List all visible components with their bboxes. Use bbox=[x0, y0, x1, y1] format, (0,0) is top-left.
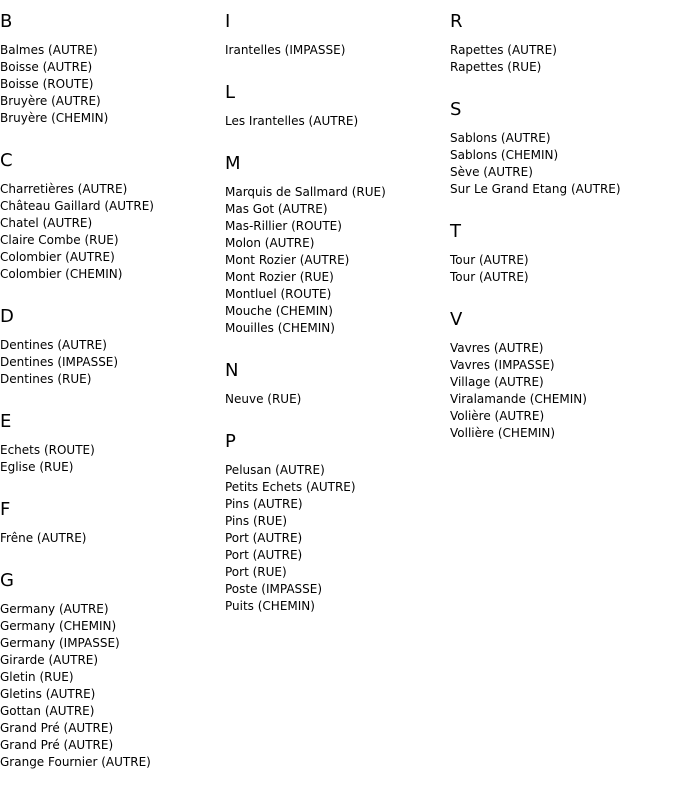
letter-group bbox=[0, 498, 222, 547]
street-list bbox=[225, 42, 447, 59]
street-list bbox=[450, 130, 672, 198]
index-column-3 bbox=[450, 10, 672, 464]
street-link[interactable]: Sablons (AUTRE) bbox=[450, 131, 551, 145]
street-link[interactable]: Dentines (RUE) bbox=[0, 372, 92, 386]
street-list bbox=[225, 113, 447, 130]
street-link[interactable]: Sablons (CHEMIN) bbox=[450, 148, 559, 162]
street-link[interactable]: Sève (AUTRE) bbox=[450, 165, 533, 179]
street-link[interactable]: Mas Got (AUTRE) bbox=[225, 202, 328, 216]
letter-group bbox=[0, 10, 222, 127]
street-list bbox=[450, 42, 672, 76]
index-column-1 bbox=[0, 10, 222, 793]
street-link[interactable]: Gletins (AUTRE) bbox=[0, 687, 96, 701]
letter-group bbox=[225, 359, 447, 408]
street-link[interactable]: Les Irantelles (AUTRE) bbox=[225, 114, 359, 128]
letter-heading: T bbox=[450, 221, 461, 242]
street-list bbox=[225, 184, 447, 337]
letter-group bbox=[0, 410, 222, 476]
street-link[interactable]: Port (AUTRE) bbox=[225, 531, 303, 545]
street-link[interactable]: Girarde (AUTRE) bbox=[0, 653, 99, 667]
street-link[interactable]: Boisse (ROUTE) bbox=[0, 77, 94, 91]
street-link[interactable]: Neuve (RUE) bbox=[225, 392, 302, 406]
street-link[interactable]: Bruyère (AUTRE) bbox=[0, 94, 101, 108]
letter-group bbox=[225, 152, 447, 337]
street-link[interactable]: Puits (CHEMIN) bbox=[225, 599, 315, 613]
street-link[interactable]: Vavres (AUTRE) bbox=[450, 341, 544, 355]
letter-group bbox=[450, 10, 672, 76]
street-link[interactable]: Colombier (AUTRE) bbox=[0, 250, 115, 264]
letter-group bbox=[0, 149, 222, 283]
street-link[interactable]: Colombier (CHEMIN) bbox=[0, 267, 123, 281]
letter-heading: G bbox=[0, 570, 14, 591]
street-link[interactable]: Sur Le Grand Etang (AUTRE) bbox=[450, 182, 621, 196]
street-link[interactable]: Gletin (RUE) bbox=[0, 670, 74, 684]
street-link[interactable]: Claire Combe (RUE) bbox=[0, 233, 119, 247]
street-link[interactable]: Rapettes (RUE) bbox=[450, 60, 542, 74]
street-link[interactable]: Eglise (RUE) bbox=[0, 460, 74, 474]
street-link[interactable]: Germany (CHEMIN) bbox=[0, 619, 117, 633]
street-link[interactable]: Chatel (AUTRE) bbox=[0, 216, 93, 230]
letter-heading: F bbox=[0, 499, 11, 520]
street-link[interactable]: Echets (ROUTE) bbox=[0, 443, 95, 457]
letter-group bbox=[450, 308, 672, 442]
letter-heading: L bbox=[225, 82, 236, 103]
street-link[interactable]: Port (AUTRE) bbox=[225, 548, 303, 562]
street-link[interactable]: Mont Rozier (AUTRE) bbox=[225, 253, 350, 267]
street-link[interactable]: Château Gaillard (AUTRE) bbox=[0, 199, 154, 213]
letter-group bbox=[450, 98, 672, 198]
street-link[interactable]: Mouche (CHEMIN) bbox=[225, 304, 333, 318]
street-link[interactable]: Mas-Rillier (ROUTE) bbox=[225, 219, 342, 233]
street-link[interactable]: Balmes (AUTRE) bbox=[0, 43, 98, 57]
street-link[interactable]: Bruyère (CHEMIN) bbox=[0, 111, 109, 125]
street-link[interactable]: Grand Pré (AUTRE) bbox=[0, 738, 114, 752]
street-link[interactable]: Pins (RUE) bbox=[225, 514, 288, 528]
letter-heading: B bbox=[0, 11, 13, 32]
street-link[interactable]: Vavres (IMPASSE) bbox=[450, 358, 555, 372]
street-link[interactable]: Rapettes (AUTRE) bbox=[450, 43, 557, 57]
street-link[interactable]: Viralamande (CHEMIN) bbox=[450, 392, 587, 406]
letter-heading: C bbox=[0, 150, 13, 171]
letter-heading: V bbox=[450, 309, 463, 330]
letter-group bbox=[225, 430, 447, 615]
letter-group bbox=[0, 305, 222, 388]
letter-heading: N bbox=[225, 360, 239, 381]
street-list bbox=[450, 252, 672, 286]
letter-heading: S bbox=[450, 99, 462, 120]
street-list bbox=[0, 601, 222, 771]
street-link[interactable]: Germany (AUTRE) bbox=[0, 602, 109, 616]
street-list bbox=[225, 462, 447, 615]
letter-heading: R bbox=[450, 11, 463, 32]
street-link[interactable]: Molon (AUTRE) bbox=[225, 236, 315, 250]
street-link[interactable]: Pelusan (AUTRE) bbox=[225, 463, 325, 477]
street-link[interactable]: Port (RUE) bbox=[225, 565, 287, 579]
street-list bbox=[0, 42, 222, 127]
street-link[interactable]: Mouilles (CHEMIN) bbox=[225, 321, 335, 335]
letter-heading: D bbox=[0, 306, 14, 327]
street-link[interactable]: Frêne (AUTRE) bbox=[0, 531, 87, 545]
street-link[interactable]: Mont Rozier (RUE) bbox=[225, 270, 334, 284]
street-link[interactable]: Pins (AUTRE) bbox=[225, 497, 303, 511]
letter-heading: P bbox=[225, 431, 236, 452]
street-link[interactable]: Dentines (AUTRE) bbox=[0, 338, 107, 352]
letter-heading: E bbox=[0, 411, 12, 432]
street-list bbox=[0, 181, 222, 283]
street-link[interactable]: Marquis de Sallmard (RUE) bbox=[225, 185, 386, 199]
letter-heading: I bbox=[225, 11, 231, 32]
street-link[interactable]: Gottan (AUTRE) bbox=[0, 704, 95, 718]
street-link[interactable]: Grand Pré (AUTRE) bbox=[0, 721, 114, 735]
letter-group bbox=[0, 569, 222, 771]
street-list bbox=[0, 337, 222, 388]
street-link[interactable]: Montluel (ROUTE) bbox=[225, 287, 332, 301]
street-link[interactable]: Charretières (AUTRE) bbox=[0, 182, 128, 196]
street-link[interactable]: Boisse (AUTRE) bbox=[0, 60, 93, 74]
letter-group bbox=[225, 10, 447, 59]
street-list bbox=[0, 442, 222, 476]
street-link[interactable]: Germany (IMPASSE) bbox=[0, 636, 120, 650]
street-link[interactable]: Village (AUTRE) bbox=[450, 375, 544, 389]
street-link[interactable]: Petits Echets (AUTRE) bbox=[225, 480, 356, 494]
street-link[interactable]: Tour (AUTRE) bbox=[450, 270, 529, 284]
street-list bbox=[225, 391, 447, 408]
street-list bbox=[450, 340, 672, 442]
letter-group bbox=[450, 220, 672, 286]
street-link[interactable]: Dentines (IMPASSE) bbox=[0, 355, 119, 369]
street-link[interactable]: Tour (AUTRE) bbox=[450, 253, 529, 267]
street-link[interactable]: Vollière (CHEMIN) bbox=[450, 426, 556, 440]
street-list bbox=[0, 530, 222, 547]
street-link[interactable]: Poste (IMPASSE) bbox=[225, 582, 323, 596]
street-link[interactable]: Grange Fournier (AUTRE) bbox=[0, 755, 151, 769]
street-link[interactable]: Volière (AUTRE) bbox=[450, 409, 545, 423]
street-link[interactable]: Irantelles (IMPASSE) bbox=[225, 43, 346, 57]
index-column-2 bbox=[225, 10, 447, 637]
letter-heading: M bbox=[225, 153, 241, 174]
letter-group bbox=[225, 81, 447, 130]
